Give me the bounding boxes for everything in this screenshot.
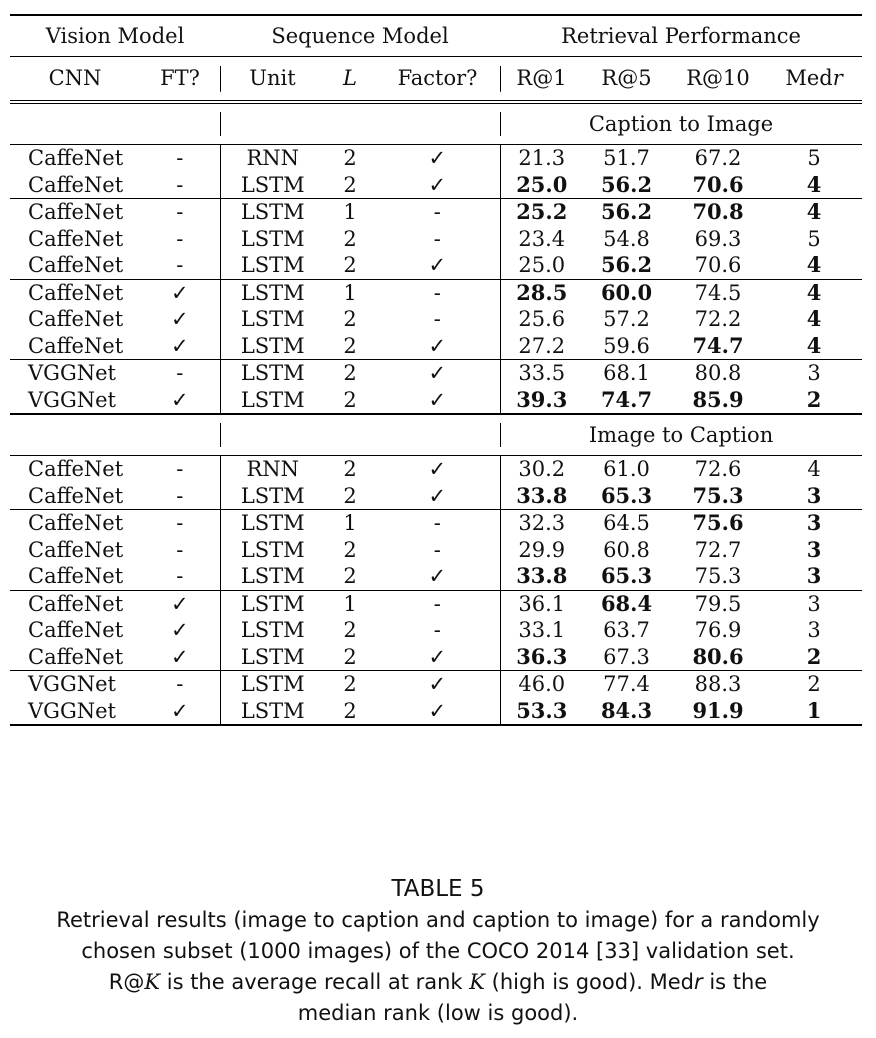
cell-factor: ✓ <box>375 698 500 726</box>
cell-r@10: 72.6 <box>670 456 766 483</box>
cell-unit: LSTM <box>220 537 325 564</box>
cell-medr <box>766 306 862 333</box>
cell-r@5 <box>583 563 670 590</box>
cell-medr: 5 <box>807 226 821 251</box>
best-value: 74.7 <box>692 332 744 358</box>
cell-factor: ✓ <box>375 145 500 172</box>
cell-unit: LSTM <box>220 590 325 617</box>
cell-medr: 4 <box>766 456 862 483</box>
cell-r@1 <box>500 644 583 671</box>
best-value: 56.2 <box>600 171 653 197</box>
cell-unit: LSTM <box>220 172 325 199</box>
cell-medr <box>766 333 862 360</box>
cell-cnn: CaffeNet <box>10 279 140 306</box>
table-row <box>10 333 862 360</box>
col-header-l-text: L <box>343 66 357 90</box>
cell-l: 2 <box>343 307 357 331</box>
cell-factor: ✓ <box>375 360 500 387</box>
best-value: 36.3 <box>516 643 568 669</box>
cell-ft: - <box>140 671 220 698</box>
cell-l: 2 <box>325 145 375 172</box>
cell-unit: LSTM <box>220 644 325 671</box>
cell-unit: RNN <box>220 456 325 483</box>
table-row <box>10 252 862 279</box>
table-row <box>10 172 862 199</box>
cell-factor: ✓ <box>428 644 447 669</box>
cell-l: 2 <box>325 456 375 483</box>
cell-r@1: 36.1 <box>500 590 583 617</box>
best-value: 3 <box>806 536 822 562</box>
cell-l: 2 <box>343 226 357 251</box>
cell-r@5 <box>583 387 670 415</box>
cell-cnn: CaffeNet <box>10 510 140 537</box>
best-value: 25.2 <box>516 199 568 224</box>
cell-factor: - <box>433 226 441 251</box>
cell-r@10: 70.6 <box>694 253 742 277</box>
cell-medr <box>766 644 862 671</box>
cell-l: 2 <box>325 360 375 387</box>
cell-r@10 <box>670 483 766 510</box>
table-row <box>10 483 862 510</box>
cell-cnn: CaffeNet <box>28 564 124 588</box>
cell-r@1: 25.6 <box>500 306 583 333</box>
cell-l: 1 <box>325 590 375 617</box>
cell-cnn: CaffeNet <box>10 590 140 617</box>
cell-unit: LSTM <box>220 483 325 510</box>
cell-cnn: CaffeNet <box>10 199 140 226</box>
cell-r@5 <box>583 199 670 226</box>
cell-l: 2 <box>343 618 357 642</box>
cell-unit: LSTM <box>220 333 325 360</box>
cell-r@10: 75.3 <box>694 564 742 588</box>
cell-medr <box>766 510 862 537</box>
cell-ft: - <box>176 537 184 562</box>
col-header-unit: Unit <box>220 57 325 103</box>
best-value: 4 <box>806 171 822 197</box>
cell-r@1 <box>500 698 583 726</box>
caption-line-3: R@K is the average recall at rank K (high is good). Medr is the <box>108 970 768 994</box>
best-value: 70.6 <box>692 171 744 197</box>
col-header-ft: FT? <box>140 57 220 103</box>
table-row <box>10 279 862 306</box>
cell-cnn: VGGNet <box>10 360 140 387</box>
cell-r@1 <box>500 279 583 306</box>
best-value: 2 <box>806 386 822 412</box>
cell-r@10: 69.3 <box>694 226 742 251</box>
table-row <box>10 698 862 726</box>
cell-r@1: 29.9 <box>500 537 583 564</box>
section-title: Caption to Image <box>500 102 862 145</box>
section-blank <box>10 102 220 145</box>
best-value: 56.2 <box>600 199 653 224</box>
cell-r@10: 88.3 <box>670 671 766 698</box>
cell-ft: ✓ <box>170 387 189 412</box>
cell-l: 1 <box>325 199 375 226</box>
results-table-container <box>10 14 862 726</box>
cell-ft: ✓ <box>170 307 189 331</box>
cell-unit: LSTM <box>220 199 325 226</box>
cell-r@10 <box>670 510 766 537</box>
cell-unit: LSTM <box>220 360 325 387</box>
best-value: 4 <box>806 306 822 331</box>
col-header-medr-text: Medr <box>785 66 843 90</box>
cell-l: 1 <box>325 510 375 537</box>
best-value: 4 <box>806 279 822 305</box>
cell-cnn: CaffeNet <box>28 618 124 642</box>
col-header-r1: R@1 <box>500 57 583 103</box>
caption-line-4: median rank (low is good). <box>297 1001 579 1025</box>
best-value: 74.7 <box>600 386 653 412</box>
cell-l: 2 <box>343 333 357 358</box>
cell-unit: RNN <box>220 145 325 172</box>
header-group-row <box>10 15 862 57</box>
caption-line-2: chosen subset (1000 images) of the COCO 2014 [33] validation set. <box>81 939 795 963</box>
cell-cnn: CaffeNet <box>28 307 124 331</box>
table-label: TABLE 5 <box>391 876 485 902</box>
cell-r@10 <box>670 644 766 671</box>
cell-r@5 <box>583 252 670 279</box>
cell-factor: - <box>433 618 441 642</box>
cell-cnn: CaffeNet <box>10 145 140 172</box>
section-header-row <box>10 102 862 145</box>
cell-r@5: 51.7 <box>583 145 670 172</box>
best-value: 3 <box>806 563 822 588</box>
cell-r@10: 76.9 <box>694 618 742 642</box>
cell-medr <box>766 698 862 726</box>
cell-cnn: CaffeNet <box>28 226 124 251</box>
best-value: 4 <box>806 199 822 224</box>
cell-medr: 3 <box>766 360 862 387</box>
cell-ft: ✓ <box>140 590 220 617</box>
best-value: 3 <box>806 510 822 535</box>
best-value: 56.2 <box>600 252 653 277</box>
best-value: 65.3 <box>600 563 653 588</box>
cell-l: 2 <box>343 564 357 588</box>
cell-r@10: 80.8 <box>670 360 766 387</box>
caption-line-1: Retrieval results (image to caption and caption to image) for a randomly <box>56 908 820 932</box>
best-value: 91.9 <box>692 697 744 723</box>
cell-r@10: 72.2 <box>694 307 742 331</box>
cell-factor: - <box>375 199 500 226</box>
best-value: 2 <box>806 643 822 669</box>
cell-l: 1 <box>325 279 375 306</box>
cell-cnn: CaffeNet <box>10 456 140 483</box>
cell-l: 2 <box>325 671 375 698</box>
cell-r@5 <box>583 698 670 726</box>
cell-unit: LSTM <box>220 563 325 590</box>
cell-r@1 <box>500 387 583 415</box>
cell-factor: ✓ <box>375 671 500 698</box>
cell-ft: - <box>176 253 184 277</box>
col-header-l <box>325 57 375 103</box>
cell-l: 2 <box>343 387 357 412</box>
best-value: 1 <box>806 697 822 723</box>
best-value: 3 <box>806 482 822 508</box>
cell-r@5 <box>583 172 670 199</box>
header-column-row <box>10 57 862 103</box>
cell-ft: - <box>140 456 220 483</box>
best-value: 28.5 <box>516 279 568 305</box>
col-header-medr <box>766 57 862 103</box>
cell-medr <box>766 563 862 590</box>
col-header-cnn: CNN <box>10 57 140 103</box>
table-row <box>10 199 862 226</box>
cell-factor: ✓ <box>428 253 447 277</box>
cell-unit: LSTM <box>220 252 325 279</box>
best-value: 70.8 <box>692 199 744 224</box>
table-row <box>10 145 862 172</box>
best-value: 65.3 <box>600 482 653 508</box>
cell-unit: LSTM <box>220 279 325 306</box>
cell-r@5 <box>583 590 670 617</box>
cell-r@5: 61.0 <box>583 456 670 483</box>
cell-r@5: 77.4 <box>583 671 670 698</box>
best-value: 33.8 <box>516 482 568 508</box>
col-header-r10: R@10 <box>670 57 766 103</box>
cell-r@1 <box>500 483 583 510</box>
table-row <box>10 510 862 537</box>
table-row <box>10 671 862 698</box>
cell-r@1: 30.2 <box>500 456 583 483</box>
best-value: 25.0 <box>516 171 568 197</box>
cell-r@1 <box>500 172 583 199</box>
best-value: 84.3 <box>600 697 653 723</box>
cell-unit: LSTM <box>220 226 325 253</box>
cell-medr <box>766 172 862 199</box>
cell-r@1: 27.2 <box>500 333 583 360</box>
cell-factor: ✓ <box>428 564 447 588</box>
cell-unit: LSTM <box>220 510 325 537</box>
cell-r@5: 67.3 <box>603 644 650 669</box>
cell-cnn: CaffeNet <box>28 333 124 358</box>
cell-ft: ✓ <box>140 698 220 726</box>
cell-ft: ✓ <box>170 644 189 669</box>
cell-l: 2 <box>325 698 375 726</box>
cell-unit: LSTM <box>220 671 325 698</box>
cell-r@1: 33.1 <box>500 617 583 644</box>
cell-factor: ✓ <box>375 456 500 483</box>
cell-r@1: 46.0 <box>500 671 583 698</box>
table-caption <box>0 874 876 1029</box>
cell-factor: ✓ <box>428 387 447 412</box>
cell-r@5: 59.6 <box>603 333 650 358</box>
retrieval-results-table <box>10 14 862 726</box>
cell-cnn: CaffeNet <box>28 483 124 508</box>
table-row <box>10 644 862 671</box>
cell-r@5: 60.8 <box>603 537 650 562</box>
cell-cnn: VGGNet <box>10 698 140 726</box>
best-value: 33.8 <box>516 563 568 588</box>
best-value: 75.3 <box>692 482 744 508</box>
cell-unit: LSTM <box>220 698 325 726</box>
cell-r@5 <box>583 483 670 510</box>
cell-factor: - <box>375 279 500 306</box>
cell-r@5: 63.7 <box>603 618 650 642</box>
best-value: 53.3 <box>516 697 568 723</box>
cell-cnn: CaffeNet <box>28 537 124 562</box>
cell-cnn: CaffeNet <box>28 644 124 669</box>
cell-medr <box>766 252 862 279</box>
cell-l: 2 <box>343 483 357 508</box>
best-value: 75.6 <box>692 510 744 535</box>
cell-l: 2 <box>343 172 357 197</box>
table-row <box>10 590 862 617</box>
cell-medr: 2 <box>766 671 862 698</box>
cell-r@10 <box>670 172 766 199</box>
table-row <box>10 306 862 333</box>
cell-medr <box>766 199 862 226</box>
table-row <box>10 360 862 387</box>
cell-factor: ✓ <box>428 172 447 197</box>
cell-medr <box>766 387 862 415</box>
cell-unit: LSTM <box>220 306 325 333</box>
col-header-r5: R@5 <box>583 57 670 103</box>
cell-factor: ✓ <box>428 333 447 358</box>
group-header-sequence-model: Sequence Model <box>220 15 500 57</box>
cell-factor: - <box>375 510 500 537</box>
cell-r@10: 72.7 <box>694 537 742 562</box>
section-blank <box>220 414 500 456</box>
cell-ft: - <box>140 145 220 172</box>
cell-ft: - <box>140 199 220 226</box>
best-value: 85.9 <box>692 386 744 412</box>
cell-ft: ✓ <box>170 333 189 358</box>
cell-r@10 <box>670 333 766 360</box>
cell-r@10 <box>670 698 766 726</box>
cell-medr <box>766 279 862 306</box>
cell-r@1: 33.5 <box>500 360 583 387</box>
cell-medr <box>766 483 862 510</box>
cell-medr <box>766 537 862 564</box>
table-row <box>10 537 862 564</box>
section-blank <box>220 102 500 145</box>
cell-r@5: 54.8 <box>603 226 650 251</box>
cell-r@10: 67.2 <box>670 145 766 172</box>
best-value: 68.4 <box>600 590 653 616</box>
cell-ft: - <box>140 510 220 537</box>
cell-l: 2 <box>343 644 357 669</box>
section-title: Image to Caption <box>500 414 862 456</box>
cell-ft: ✓ <box>140 279 220 306</box>
cell-r@1: 25.0 <box>500 252 583 279</box>
cell-r@5 <box>583 279 670 306</box>
group-header-vision-model: Vision Model <box>10 15 220 57</box>
section-header-row <box>10 414 862 456</box>
cell-unit: LSTM <box>220 617 325 644</box>
best-value: 4 <box>806 332 822 358</box>
cell-factor: - <box>433 537 441 562</box>
cell-medr: 5 <box>766 145 862 172</box>
best-value: 60.0 <box>600 279 653 305</box>
table-row <box>10 563 862 590</box>
section-blank <box>10 414 220 456</box>
table-row <box>10 387 862 415</box>
cell-r@10 <box>670 387 766 415</box>
cell-r@10: 74.5 <box>670 279 766 306</box>
cell-factor: - <box>433 307 441 331</box>
cell-ft: ✓ <box>170 618 189 642</box>
cell-r@1: 21.3 <box>500 145 583 172</box>
cell-r@5: 57.2 <box>603 307 650 331</box>
col-header-factor: Factor? <box>375 57 500 103</box>
cell-r@10 <box>670 199 766 226</box>
cell-l: 2 <box>343 253 357 277</box>
cell-cnn: VGGNet <box>10 671 140 698</box>
cell-factor: - <box>375 590 500 617</box>
best-value: 39.3 <box>516 386 568 412</box>
cell-cnn: CaffeNet <box>28 253 124 277</box>
cell-ft: - <box>140 360 220 387</box>
cell-ft: - <box>176 226 184 251</box>
cell-l: 2 <box>343 537 357 562</box>
cell-r@1: 32.3 <box>500 510 583 537</box>
table-row <box>10 226 862 253</box>
cell-r@1 <box>500 199 583 226</box>
cell-medr: 3 <box>807 618 821 642</box>
cell-ft: - <box>176 564 184 588</box>
cell-cnn: CaffeNet <box>28 172 124 197</box>
table-row <box>10 456 862 483</box>
best-value: 80.6 <box>692 643 744 669</box>
group-header-retrieval-performance: Retrieval Performance <box>500 15 862 57</box>
cell-r@10: 79.5 <box>670 590 766 617</box>
cell-r@1 <box>500 563 583 590</box>
cell-r@5: 64.5 <box>583 510 670 537</box>
cell-r@5: 68.1 <box>583 360 670 387</box>
cell-unit: LSTM <box>220 387 325 415</box>
cell-cnn: VGGNet <box>28 387 116 412</box>
cell-factor: ✓ <box>428 483 447 508</box>
cell-ft: - <box>176 483 184 508</box>
cell-medr: 3 <box>766 590 862 617</box>
table-row <box>10 617 862 644</box>
cell-ft: - <box>176 172 184 197</box>
cell-r@1: 23.4 <box>500 226 583 253</box>
best-value: 4 <box>806 252 822 277</box>
